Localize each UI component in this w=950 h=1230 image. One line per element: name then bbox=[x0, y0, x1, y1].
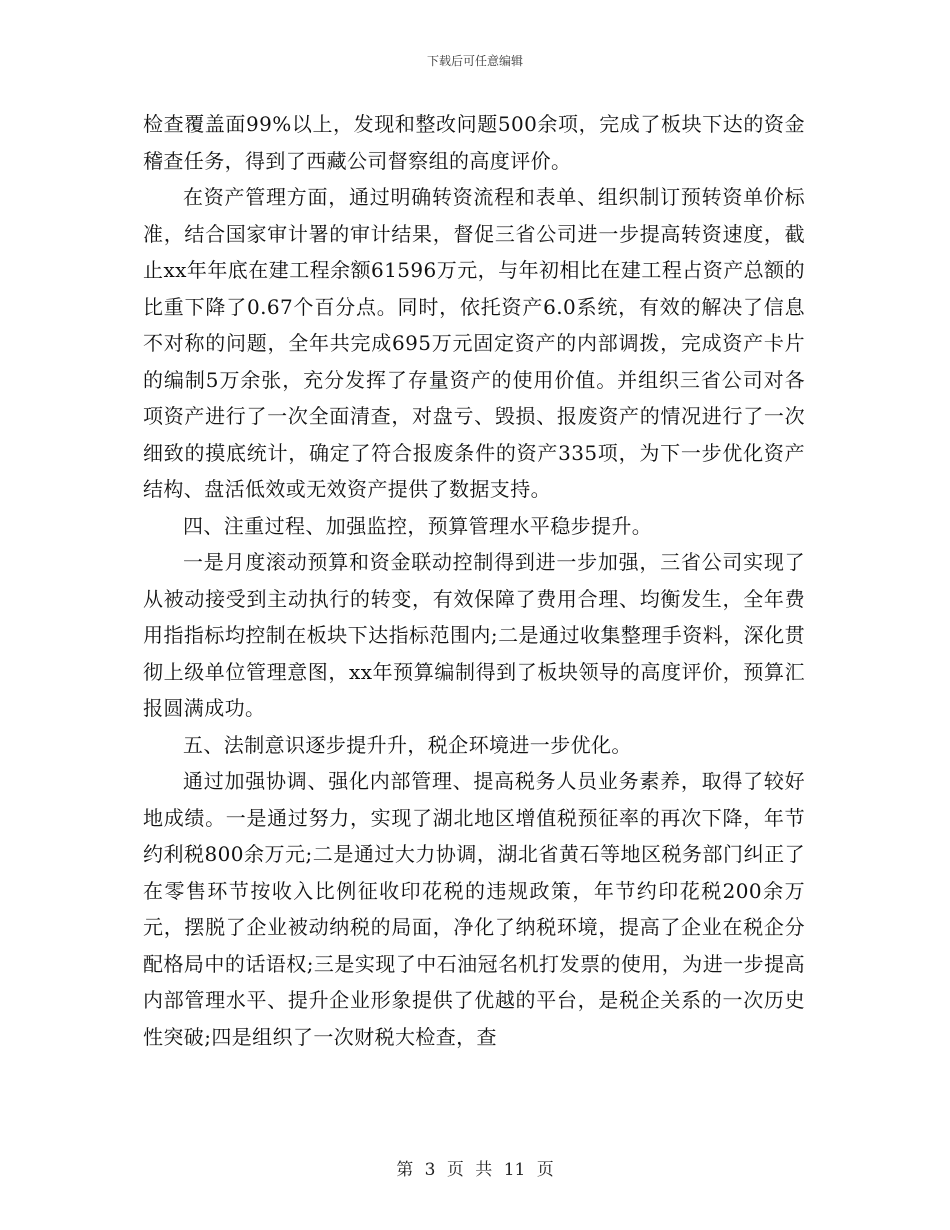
section-heading-tax: 五、法制意识逐步提升升，税企环境进一步优化。 bbox=[183, 732, 632, 757]
paragraph-audit-summary: 检查覆盖面99%以上，发现和整改问题500余项，完成了板块下达的资金稽查任务，得到了西藏公司督察组的高度评价。 bbox=[143, 112, 805, 173]
page-header: 下载后可任意编辑 bbox=[426, 54, 523, 68]
paragraph-asset-management: 在资产管理方面，通过明确转资流程和表单、组织制订预转资单价标准，结合国家审计署的审计结果，督促三省公司进一步提高转资速度，截止xx年年底在建工程余额61596万元，与年初相比在建工程占资产总额的比重下降了0.67个百分点。同时，依托资产6.0系统，有效的解决了信息不对称的问题，全年共完成695万元固定资产的内部调拨，完成资产卡片的编制5万余张，充分发挥了存量资产的使用价值。并组织三省公司对各项资产进行了一次全面清查，对盘亏、毁损、报废资产的情况进行了一次细致的摸底统计，确定了符合报废条件的资产335项，为下一步优化资产结构、盘活低效或无效资产提供了数据支持。 bbox=[143, 185, 805, 501]
page-footer: 第 3 页 共 11 页 bbox=[396, 1160, 554, 1180]
paragraph-tax-environment: 通过加强协调、强化内部管理、提高税务人员业务素养，取得了较好地成绩。一是通过努力，实现了湖北地区增值税预征率的再次下降，年节约利税800余万元;二是通过大力协调，湖北省黄石等地区税务部门纠正了在零售环节按收入比例征收印花税的违规政策，年节约印花税200余万元，摆脱了企业被动纳税的局面，净化了纳税环境，提高了企业在税企分配格局中的话语权;三是实现了中石油冠名机打发票的使用，为进一步提高内部管理水平、提升企业形象提供了优越的平台，是税企关系的一次历史性突破;四是组织了一次财税大检查，查 bbox=[143, 769, 805, 1049]
document-body bbox=[143, 106, 805, 1055]
section-heading-budget: 四、注重过程、加强监控，预算管理水平稳步提升。 bbox=[183, 513, 653, 538]
paragraph-budget-management: 一是月度滚动预算和资金联动控制得到进一步加强，三省公司实现了从被动接受到主动执行的转变，有效保障了费用合理、均衡发生，全年费用指指标均控制在板块下达指标范围内;二是通过收集整理手资料，深化贯彻上级单位管理意图，xx年预算编制得到了板块领导的高度评价，预算汇报圆满成功。 bbox=[143, 550, 805, 720]
